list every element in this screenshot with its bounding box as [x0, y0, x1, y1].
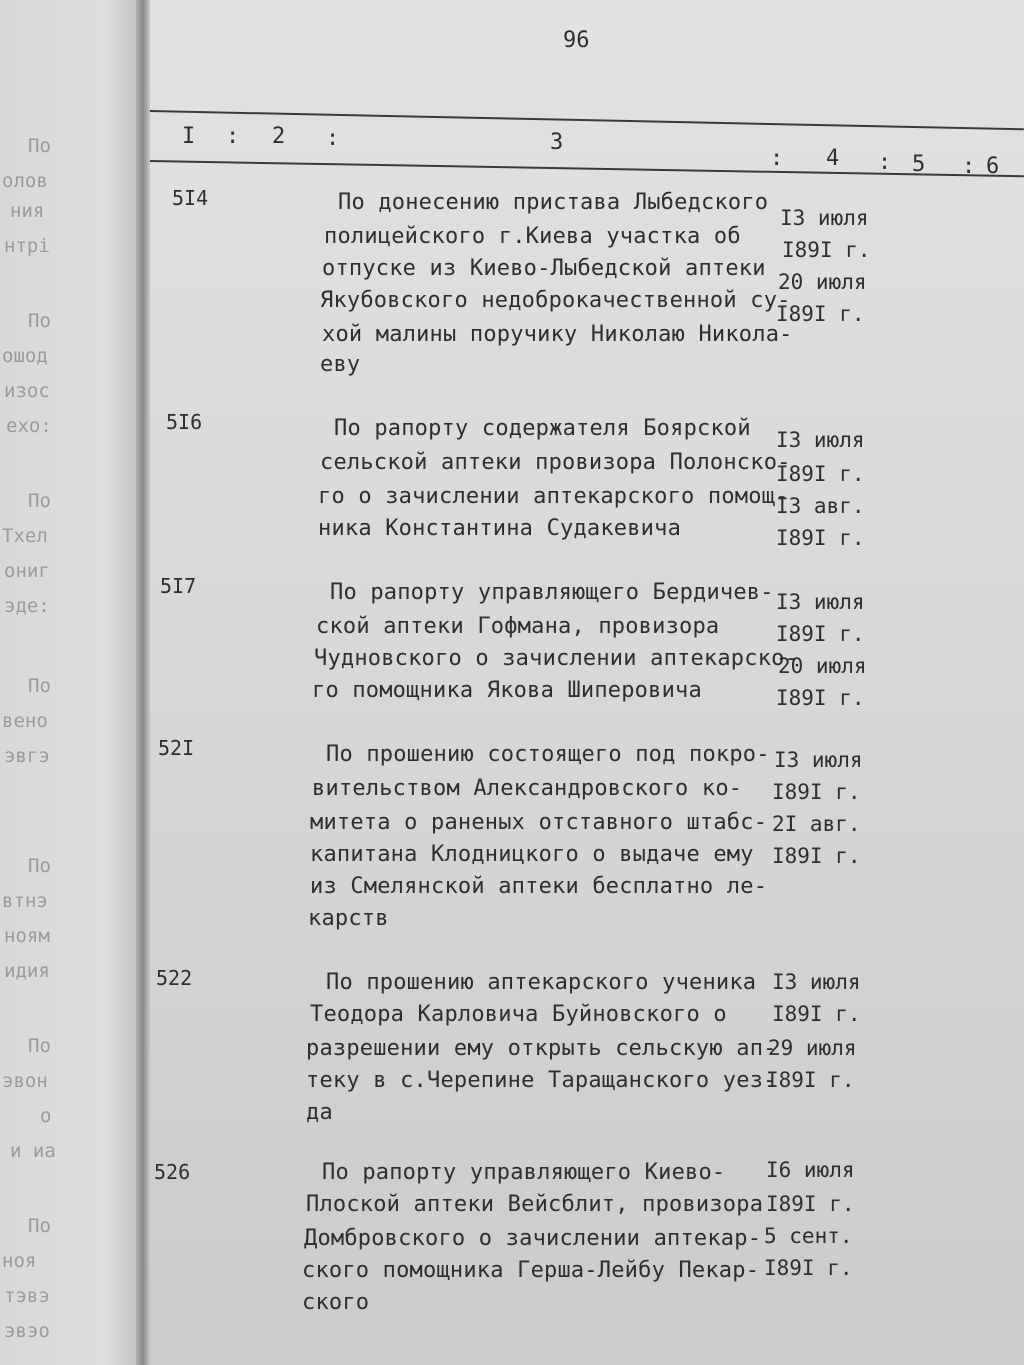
book-gutter	[136, 0, 150, 1365]
entry-description-line: митета о раненых отставного штабс-	[310, 810, 768, 835]
entry-description-line: капитана Клодницкого о выдаче ему	[310, 842, 754, 867]
page-number: 96	[563, 28, 590, 53]
column-header-5: 5	[912, 152, 926, 177]
entry-description-line: карств	[308, 906, 389, 931]
column-separator: :	[770, 146, 784, 171]
column-separator: :	[226, 124, 240, 149]
entry-date-line: I3 июля	[776, 590, 865, 614]
entry-description-line: ника Константина Судакевича	[318, 516, 682, 541]
entry-description-line: полицейского г.Киева участка об	[324, 224, 741, 249]
entry-description-line: да	[306, 1100, 333, 1125]
entry-date-line: I3 июля	[780, 206, 869, 230]
entry-description-line: сельской аптеки провизора Полонско-	[320, 450, 791, 475]
entry-description-line: еву	[320, 352, 361, 377]
entry-date-line: 2I авг.	[772, 812, 861, 836]
entry-date-line: I3 июля	[776, 428, 865, 452]
entry-date-line: 20 июля	[778, 270, 867, 294]
entry-description-line: ской аптеки Гофмана, провизора	[316, 614, 720, 639]
entry-number: 5I4	[172, 186, 209, 210]
entry-date-line: I89I г.	[766, 1068, 855, 1092]
entry-number: 52I	[158, 736, 195, 760]
entry-description-line: По прошению аптекарского ученика	[326, 970, 757, 995]
column-header-6: 6	[986, 154, 1000, 179]
entry-date-line: I89I г.	[776, 622, 865, 646]
entry-description-line: По прошению состоящего под покро-	[326, 742, 770, 767]
entry-description-line: теку в с.Черепине Таращанского уез-	[306, 1068, 777, 1093]
entry-date-line: I89I г.	[776, 462, 865, 486]
entry-date-line: I89I г.	[776, 526, 865, 550]
entry-date-line: 5 сент.	[764, 1224, 853, 1248]
entry-number: 522	[156, 966, 193, 990]
column-header-3: 3	[550, 130, 564, 155]
entry-date-line: I89I г.	[772, 1002, 861, 1026]
column-header-1: I	[182, 124, 196, 149]
entry-description-line: По рапорту управляющего Киево-	[322, 1160, 726, 1185]
column-separator: :	[326, 126, 340, 151]
entry-description-line: вительством Александровского ко-	[312, 776, 743, 801]
entry-description-line: Теодора Карловича Буйновского о	[310, 1002, 727, 1027]
entry-description-line: хой малины поручику Николаю Никола-	[322, 322, 793, 347]
entry-number: 5I6	[166, 410, 203, 434]
entry-description-line: Якубовского недоброкачественной су-	[320, 288, 791, 313]
entry-date-line: I89I г.	[772, 844, 861, 868]
entry-date-line: 29 июля	[768, 1036, 857, 1060]
entry-date-line: I6 июля	[766, 1158, 855, 1182]
entry-date-line: I89I г.	[782, 238, 871, 262]
entry-description-line: Домбровского о зачислении аптекар-	[304, 1226, 762, 1251]
entry-description-line: из Смелянской аптеки бесплатно ле-	[310, 874, 768, 899]
facing-page: По олов ния нтрі По ошод изос ехо: По Тхел ониг эде: По вено эвгэ По втнэ ноям идия По эвон о и иа По ноя тэвэ эвэо	[0, 0, 150, 1365]
entry-description-line: По рапорту содержателя Боярской	[334, 416, 751, 441]
entry-description-line: ского помощника Герша-Лейбу Пекар-	[302, 1258, 760, 1283]
entry-description-line: разрешении ему открыть сельскую ап-	[306, 1036, 777, 1061]
entry-description-line: Плоской аптеки Вейсблит, провизора	[306, 1192, 764, 1217]
entry-date-line: 20 июля	[778, 654, 867, 678]
entry-date-line: I89I г.	[772, 780, 861, 804]
column-header-2: 2	[272, 124, 286, 149]
entry-description-line: го о зачислении аптекарского помощ-	[318, 484, 789, 509]
entry-date-line: I89I г.	[776, 302, 865, 326]
entry-description-line: ского	[302, 1290, 370, 1315]
entry-number: 5I7	[160, 574, 197, 598]
entry-date-line: I89I г.	[764, 1256, 853, 1280]
entry-date-line: I89I г.	[766, 1192, 855, 1216]
entry-description-line: По рапорту управляющего Бердичев-	[330, 580, 774, 605]
entry-description-line: Чудновского о зачислении аптекарско-	[314, 646, 799, 671]
entry-date-line: I3 июля	[772, 970, 861, 994]
column-separator: :	[962, 154, 976, 179]
entry-date-line: I89I г.	[776, 686, 865, 710]
column-header-4: 4	[826, 146, 840, 171]
column-separator: :	[878, 150, 892, 175]
entry-date-line: I3 июля	[774, 748, 863, 772]
entry-number: 526	[154, 1160, 191, 1184]
entry-date-line: I3 авг.	[776, 494, 865, 518]
entry-description-line: го помощника Якова Шиперовича	[312, 678, 702, 703]
entry-description-line: По донесению пристава Лыбедского	[338, 190, 769, 215]
entry-description-line: отпуске из Киево-Лыбедской аптеки	[322, 256, 766, 281]
